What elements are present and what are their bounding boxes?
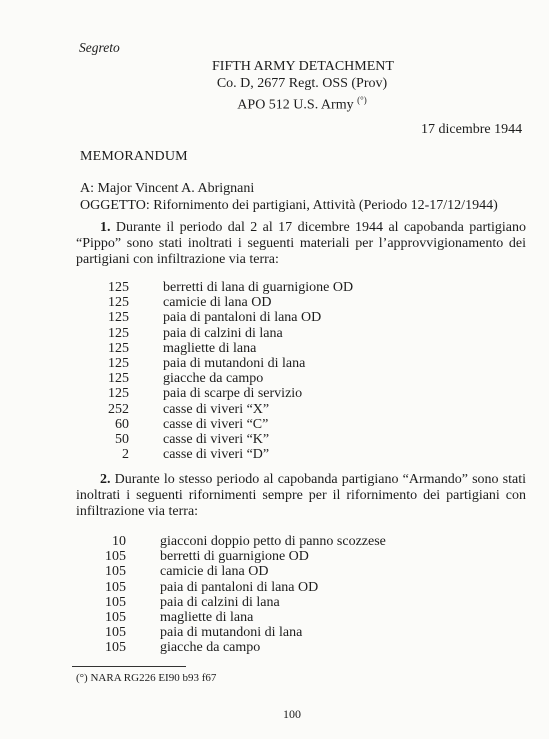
item-quantity: 105 xyxy=(105,594,126,610)
item-description: giacconi doppio petto di panno scozzese xyxy=(160,534,386,549)
footnote: (°) NARA RG226 EI90 b93 f67 xyxy=(76,672,217,684)
item-description: camicie di lana OD xyxy=(160,564,269,580)
item-description: berretti di guarnigione OD xyxy=(160,549,309,565)
memo-date: 17 dicembre 1944 xyxy=(421,122,523,137)
item-description: paia di calzini di lana xyxy=(163,325,283,341)
item-quantity: 125 xyxy=(108,280,129,295)
letterhead xyxy=(212,58,392,114)
item-quantity: 125 xyxy=(108,386,129,402)
item-description: magliette di lana xyxy=(160,609,254,625)
item-quantity: 125 xyxy=(108,325,129,341)
item-quantity: 60 xyxy=(115,416,129,432)
footnote-divider xyxy=(72,666,186,667)
item-quantity: 105 xyxy=(105,579,126,595)
letterhead-line-1: FIFTH ARMY DETACHMENT xyxy=(212,59,394,74)
item-quantity: 50 xyxy=(115,431,129,447)
item-quantity: 105 xyxy=(105,549,126,565)
paragraph-1-text: Durante il periodo dal 2 al 17 dicembre 1944 al capobanda partigiano “Pippo” sono stati inoltrati i seguenti materiali per l’approvvigionamento dei partigiani con infiltrazione via terra: xyxy=(76,220,526,267)
paragraph-1 xyxy=(76,220,526,268)
item-quantity: 125 xyxy=(108,340,129,356)
item-quantity: 252 xyxy=(108,401,129,417)
item-description: giacche da campo xyxy=(160,640,261,656)
letterhead-line-3 xyxy=(212,92,392,114)
item-quantity: 105 xyxy=(105,625,126,641)
paragraph-2-text: Durante lo stesso periodo al capobanda partigiano “Armando” sono stati inoltrati i seguenti rifornimenti sempre per il rifornimento dei partigiani con infiltrazione via terra: xyxy=(76,472,527,519)
item-description: paia di calzini di lana xyxy=(160,594,280,610)
item-description: giacche da campo xyxy=(163,371,264,387)
item-description: camicie di lana OD xyxy=(163,295,272,311)
item-description: magliette di lana xyxy=(163,340,257,356)
paragraph-1-number: 1. xyxy=(100,220,111,235)
letterhead-line-2: Co. D, 2677 Regt. OSS (Prov) xyxy=(216,76,388,91)
letterhead-line-3-text: APO 512 U.S. Army xyxy=(237,97,354,113)
item-description: paia di pantaloni di lana OD xyxy=(160,579,319,595)
item-description: paia di scarpe di servizio xyxy=(163,386,303,402)
memo-addressing xyxy=(80,180,498,214)
classification-label: Segreto xyxy=(79,40,120,55)
item-description: paia di pantaloni di lana OD xyxy=(163,310,322,326)
paragraph-2 xyxy=(76,472,526,520)
item-quantity: 105 xyxy=(105,609,126,625)
item-quantity: 125 xyxy=(108,295,129,311)
item-quantity: 125 xyxy=(108,371,129,387)
item-quantity: 125 xyxy=(108,355,129,371)
item-description: casse di viveri “D” xyxy=(163,447,270,463)
item-description: paia di mutandoni di lana xyxy=(163,355,306,371)
item-description: casse di viveri “X” xyxy=(163,401,270,417)
item-quantity: 10 xyxy=(112,534,126,549)
page-number: 100 xyxy=(283,707,301,721)
footnote-reference: (°) xyxy=(357,95,367,105)
item-description: casse di viveri “K” xyxy=(163,431,270,447)
memo-title: MEMORANDUM xyxy=(80,149,188,164)
item-quantity: 105 xyxy=(105,640,126,656)
subject-line: OGGETTO: Rifornimento dei partigiani, Attività (Periodo 12-17/12/1944) xyxy=(80,198,498,213)
item-description: berretti di lana di guarnigione OD xyxy=(163,280,354,295)
item-quantity: 125 xyxy=(108,310,129,326)
item-quantity: 105 xyxy=(105,564,126,580)
recipient-line: A: Major Vincent A. Abrignani xyxy=(80,181,255,196)
item-quantity: 2 xyxy=(122,447,129,463)
paragraph-2-number: 2. xyxy=(100,472,111,487)
item-description: casse di viveri “C” xyxy=(163,416,269,432)
item-description: paia di mutandoni di lana xyxy=(160,625,303,641)
